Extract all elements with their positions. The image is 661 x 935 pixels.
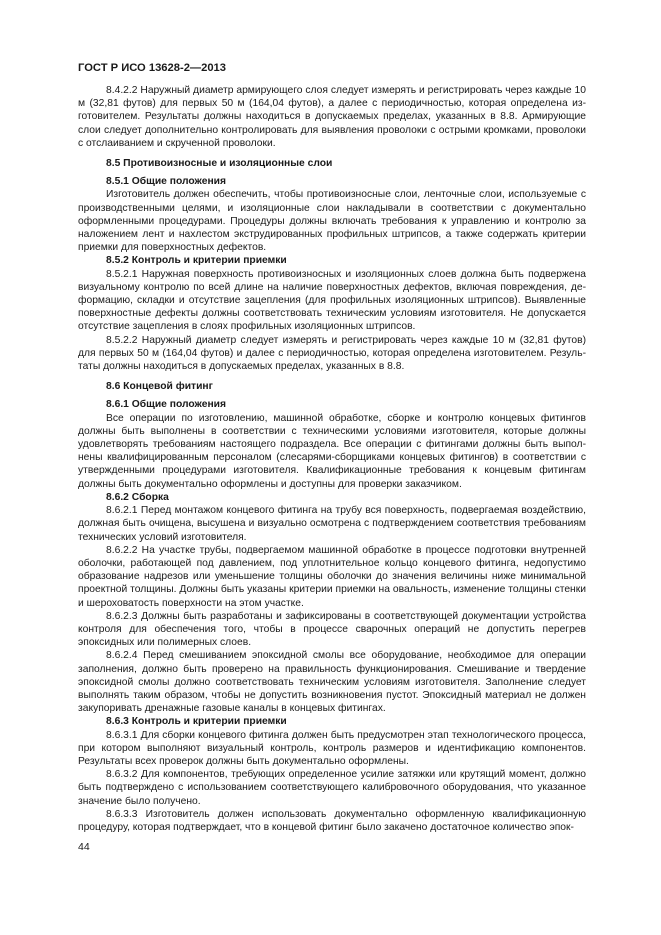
paragraph-8-6-3-1: 8.6.3.1 Для сборки концевого фитинга должен быть предусмотрен этап технологического процесса, при котором выполняют визуальный контроль, контроль размеров и идентификацию компонентов. Результаты всех проверок должны быть документально оформлены. — [78, 729, 586, 767]
subsection-heading-8-6-2: 8.6.2 Сборка — [106, 491, 169, 503]
subsection-heading-8-5-1: 8.5.1 Общие положения — [106, 176, 226, 188]
paragraph-8-6-2-2: 8.6.2.2 На участке трубы, подвергаемом машинной обработке в процессе подготовки внутренней оболочки, работающей под давлением, под уплотнительное кольцо концевого фитинга, недопустимо образование надрезов или уменьшение толщины оболочки до значения величины ниже минимальной проектной толщины. Должны быть указаны критерии приемки на овальность, изменение толщины стенки и шероховатость поверхности на этом участке. — [78, 544, 586, 609]
paragraph-8-5-2-1: 8.5.2.1 Наружная поверхность противоизносных и изоляционных слоев должна быть подвержена визуальному контролю по всей длине на наличие поверхностных дефектов, включая повреждения, деформацию, складки и отсутствие зацепления (для профильных изоляционных штрипсов). Выявленные поверхностные дефекты должны соответствовать техническим условиям изготовителя. Не допускается отсутствие зацепления в слоях профильных изоляционных штрипсов. — [78, 268, 586, 333]
paragraph-8-5-2-2: 8.5.2.2 Наружный диаметр следует измерять и регистрировать через каждые 10 м (32,81 футов) для первых 50 м (164,04 футов) и далее с периодичностью, которая определена изготовителем. Результаты должны находиться в допускаемых пределах, указанных в 8.8. — [78, 334, 586, 373]
paragraph-8-6-2-3: 8.6.2.3 Должны быть разработаны и зафиксированы в соответствующей документации устройства контроля для обеспечения того, чтобы в процессе сварочных операций не допустить перегрев эпоксидных или полимерных слоев. — [78, 610, 586, 649]
paragraph-8-6-2-4: 8.6.2.4 Перед смешиванием эпоксидной смолы все оборудование, необходимое для операции заполнения, должно быть проверено на правильность функционирования. Смешивание и твердение эпоксидной смолы должно соответствовать техническим условиям изготовителя. Заполнение следует выполнять таким образом, чтобы не допустить возникновения пустот. Эпоксидный материал не должен закупоривать дренажные газовые каналы в концевых фитингах. — [78, 650, 586, 715]
page-number: 44 — [78, 841, 90, 853]
paragraph-8-6-3-3: 8.6.3.3 Изготовитель должен использовать документально оформленную квалификационную процедуру, которая подтверждает, что в концевой фитинг было закачено достаточное количество эпок- — [78, 808, 586, 833]
paragraph-8-6-1: Все операции по изготовлению, машинной обработке, сборке и контролю концевых фитингов должны быть выполнены в соответствии с техническими условиями изготовителя, которые должны удовлетворять требованиям настоящего подраздела. Все операции с фитингами должны быть выполнены квалифицированным персоналом (слесарями-сборщиками концевых фитингов) в соответствии с утвержденными процедурами изготовителя. Квалификационные требования к концевым фитингам должны быть документально оформлены и доступны для проверки заказчиком. — [78, 412, 586, 490]
subsection-heading-8-6-3: 8.6.3 Контроль и критерии приемки — [106, 716, 287, 728]
document-body — [78, 84, 586, 834]
document-header: ГОСТ Р ИСО 13628-2—2013 — [78, 62, 226, 74]
section-heading-8-6: 8.6 Концевой фитинг — [106, 381, 213, 393]
subsection-heading-8-6-1: 8.6.1 Общие положения — [106, 399, 226, 411]
paragraph-8-6-2-1: 8.6.2.1 Перед монтажом концевого фитинга на трубу вся поверхность, подвергаемая воздействию, должная быть очищена, высушена и визуально осмотрена с подтверждением соответствия требованиям технических условий изготовителя. — [78, 505, 586, 543]
paragraph-8-6-3-2: 8.6.3.2 Для компонентов, требующих определенное усилие затяжки или крутящий момент, должно быть подтверждено с использованием соответствующего калибровочного оборудования, что указанное значение было получено. — [78, 769, 586, 807]
paragraph-8-4-2-2: 8.4.2.2 Наружный диаметр армирующего слоя следует измерять и регистрировать через каждые 10 м (32,81 футов) для первых 50 м (164,04 футов), а далее с периодичностью, которая определена изготовителем. Результаты должны находиться в допускаемых пределах, указанных в 8.8. Армирующие слои следует дополнительно контролировать для выявления проволоки с острыми кромками, проволоки с отслаиванием и скрученной проволоки. — [78, 85, 586, 149]
subsection-heading-8-5-2: 8.5.2 Контроль и критерии приемки — [106, 255, 287, 267]
section-heading-8-5: 8.5 Противоизносные и изоляционные слои — [106, 158, 333, 170]
paragraph-8-5-1: Изготовитель должен обеспечить, чтобы противоизносные слои, ленточные слои, используемые с производственными целями, и изоляционные слои накладывали в соответствии с документально оформленными процедурами. Процедуры должны включать требования к управлению и контролю за наложением лент и нахлестом экструдированных профильных штрипсов, а также содержать критерии приемки для поверхностных дефектов. — [78, 189, 586, 254]
